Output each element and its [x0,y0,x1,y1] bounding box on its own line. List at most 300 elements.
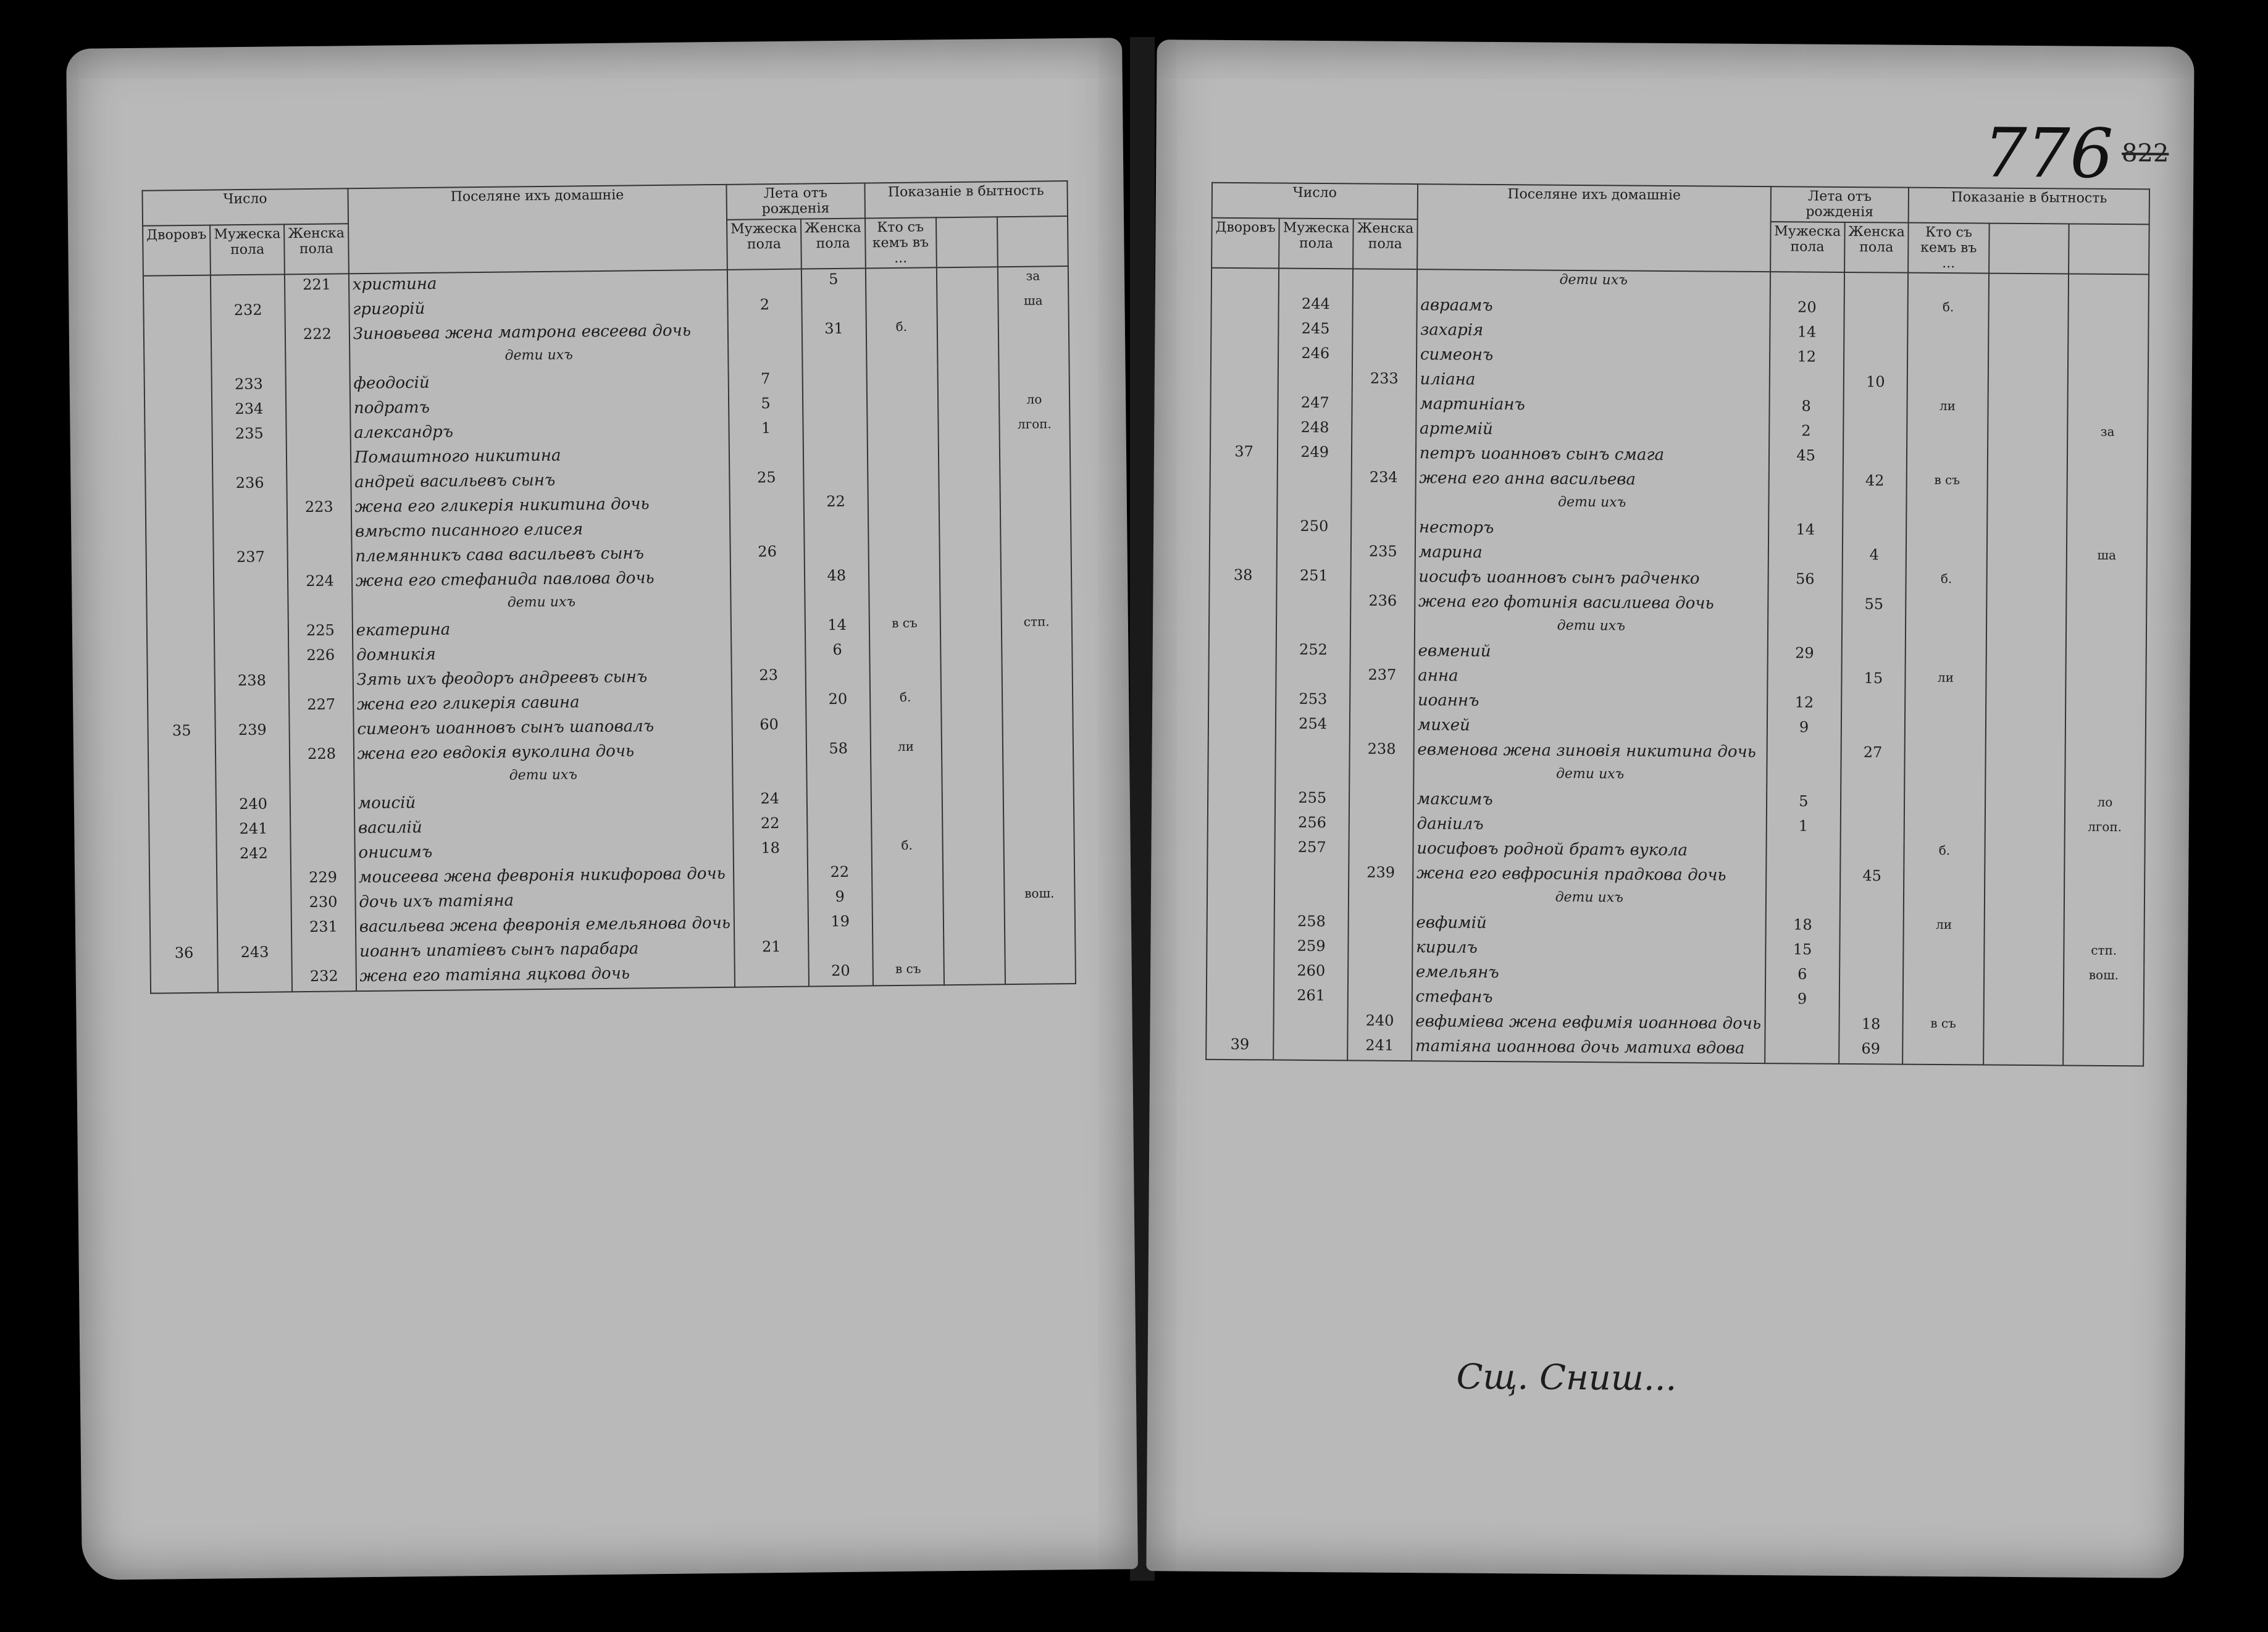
female-age-cell [1839,989,1903,1015]
note1-cell [1904,866,1985,892]
female-no-cell: 240 [1348,1011,1412,1036]
female-no-cell [1349,887,1413,913]
male-age-cell: 2 [727,295,801,320]
note1-cell [869,639,940,664]
female-no-cell [288,546,352,572]
note2-cell [1986,595,2066,621]
note2-cell [1987,472,2067,497]
note3-cell [2065,695,2146,720]
male-age-cell: 12 [1767,693,1841,718]
note2-cell [939,515,1001,540]
note3-cell [1004,860,1075,885]
note1-cell [1907,422,1988,447]
name-cell: дети ихъ [354,764,733,793]
male-no-cell: 240 [216,794,290,819]
female-age-cell [807,837,871,863]
census-table-right [1205,182,2150,1067]
note3-cell [2067,398,2148,424]
note3-cell [1005,934,1076,959]
female-no-cell: 227 [289,695,353,720]
note2-cell [1987,521,2067,546]
header-p3-right [2069,224,2149,275]
dvor-cell [146,572,214,598]
note1-cell [1905,743,1986,768]
male-age-cell: 7 [729,369,803,394]
note1-cell: в съ [872,960,944,986]
female-no-cell: 226 [288,645,353,671]
female-age-cell [1839,890,1904,916]
male-no-cell [1274,887,1349,912]
name-cell: захарія [1416,320,1770,347]
female-age-cell [1841,643,1906,669]
header-p2-right [1989,223,2069,274]
dvor-cell [1207,985,1274,1010]
female-no-cell: 225 [288,621,353,646]
female-no-cell: 229 [291,868,355,893]
note2-cell [944,935,1005,960]
male-no-cell [214,572,288,597]
name-cell: евмений [1414,641,1767,668]
note1-cell [871,861,942,887]
male-age-cell: 8 [1769,396,1843,422]
male-age-cell: 5 [1767,792,1841,817]
note1-cell: ли [1907,397,1988,422]
male-no-cell: 252 [1276,640,1350,665]
male-no-cell [1278,368,1352,393]
female-age-cell: 18 [1839,1014,1903,1039]
note1-cell [1903,940,1984,966]
note2-cell [936,267,998,293]
name-cell: иоаннъ [1414,690,1767,718]
female-age-cell [803,393,867,418]
note3-cell [2063,1040,2144,1066]
male-age-cell: 14 [1770,322,1844,348]
male-no-cell [216,769,290,795]
name-cell: иосифъ иоанновъ сынъ радченко [1415,567,1768,594]
dvor-cell [1208,738,1276,763]
female-age-cell [804,516,868,542]
note1-cell [868,565,939,590]
male-age-cell [1768,545,1842,570]
female-age-cell [1844,272,1908,298]
female-age-cell [801,294,866,319]
header-zhen-age: Женска пола [801,218,865,269]
note1-cell [868,516,939,541]
male-no-cell: 242 [217,843,291,869]
male-age-cell: 1 [729,418,803,443]
male-age-cell [1767,742,1841,768]
female-age-cell [807,788,871,813]
female-age-cell [1842,619,1906,644]
male-age-cell: 9 [1767,718,1841,743]
note2-cell [938,441,1000,466]
male-no-cell: 234 [212,399,286,424]
note1-cell [1907,323,1988,348]
dvor-cell [145,449,213,474]
female-age-cell [803,442,868,467]
note2-cell [1985,743,2065,769]
dvor-cell [1211,268,1279,294]
male-age-cell [729,443,803,468]
dvor-cell [1206,1010,1274,1035]
male-no-cell [214,596,288,622]
note2-cell [1985,842,2064,868]
dvor-cell [1207,886,1275,911]
female-no-cell [1350,640,1415,666]
note3-cell: вош. [1004,884,1075,910]
female-age-cell [1844,347,1908,372]
dvor-cell [1207,911,1275,936]
male-age-cell: 14 [1768,520,1843,545]
note1-cell [871,812,942,837]
dvor-cell [144,375,212,400]
female-age-cell [1840,816,1904,842]
male-no-cell: 254 [1276,714,1350,739]
male-no-cell [1274,862,1349,887]
note1-cell [1906,595,1986,620]
name-cell: Зиновьева жена матрона евсеева дочь [349,320,729,348]
note1-cell: б. [1906,570,1987,595]
dvor-cell [143,301,211,326]
note1-cell [1906,644,1986,669]
name-cell: иосифовъ родной братъ вукола [1413,839,1766,866]
note3-cell [1005,909,1076,934]
note2-cell [942,811,1004,837]
name-cell: дети ихъ [1413,888,1766,915]
note2-cell [939,466,1000,491]
female-age-cell: 5 [801,269,866,295]
note3-cell [2065,744,2146,769]
male-age-cell: 29 [1767,643,1841,669]
female-age-cell: 27 [1841,742,1905,768]
male-age-cell [731,640,805,666]
note3-cell [1001,588,1072,614]
female-no-cell [286,398,350,424]
female-age-cell [806,714,870,739]
female-no-cell [1350,690,1414,715]
female-no-cell [1351,517,1415,542]
note2-cell [1986,645,2065,670]
female-no-cell [1351,566,1415,592]
male-age-cell [1766,841,1840,866]
dvor-cell [145,474,213,499]
right-page [1146,40,2194,1578]
note1-cell [871,787,942,813]
note3-cell [1000,465,1071,490]
note1-cell: б. [871,837,942,862]
female-age-cell: 6 [805,640,869,665]
note3-cell [1002,687,1073,712]
female-no-cell [285,299,349,325]
male-no-cell: 246 [1278,343,1352,369]
female-no-cell [290,793,354,819]
female-age-cell [1841,792,1905,817]
note2-cell [940,638,1002,664]
note2-cell [1986,669,2065,695]
female-no-cell [1352,443,1416,468]
female-no-cell [1353,269,1417,295]
female-no-cell: 232 [292,966,356,992]
female-age-cell [805,590,869,616]
dvor-cell [149,844,217,869]
female-age-cell [1839,965,1904,990]
female-age-cell [808,936,872,961]
note2-cell [1986,571,2066,596]
note3-cell [2065,719,2146,745]
note3-cell: за [998,267,1069,293]
male-age-cell [1770,272,1844,298]
dvor-cell [148,770,216,795]
header-zhen: Женска пола [284,224,348,275]
note3-cell [1003,810,1074,835]
note2-cell [940,614,1002,639]
male-no-cell: 245 [1278,319,1352,344]
header-chislo: Число [142,188,348,225]
note3-cell [1005,958,1076,984]
note1-cell: б. [870,688,941,714]
male-no-cell [211,275,285,301]
dvor-cell [151,968,219,994]
female-no-cell [290,769,354,794]
name-cell: дети ихъ [1417,270,1770,298]
female-no-cell: 223 [287,497,351,522]
female-no-cell [1352,319,1416,345]
dvor-cell [1208,688,1276,714]
note1-cell [1908,273,1989,299]
dvor-cell [1209,639,1277,664]
male-no-cell: 232 [211,300,285,325]
note3-cell [2065,769,2146,794]
female-age-cell: 15 [1841,668,1906,693]
male-no-cell: 257 [1275,837,1349,863]
dvor-cell [1211,293,1279,319]
note3-cell [1000,490,1071,515]
male-no-cell: 250 [1277,516,1351,542]
female-age-cell [1839,915,1904,940]
male-age-cell [1767,767,1841,792]
female-no-cell: 230 [291,892,356,918]
female-no-cell: 234 [1352,467,1416,493]
female-no-cell [1348,986,1412,1011]
male-age-cell: 60 [732,714,806,740]
name-cell: васильева жена февронія емельянова дочь [356,913,735,941]
dvor-cell [144,325,212,351]
female-no-cell: 224 [288,571,352,596]
name-cell: жена его стефанида павлова дочь [352,567,731,595]
name-cell: жена его гликерія никитина дочь [351,493,730,521]
male-age-cell: 18 [1765,915,1839,940]
note2-cell [941,688,1003,713]
male-age-cell [735,961,809,987]
header-poselyane-right: Поселяне ихъ домашніе [1417,184,1771,272]
male-no-cell [1276,739,1350,764]
name-cell: христина [349,270,728,299]
female-age-cell [1843,495,1907,521]
note3-cell [2066,596,2147,621]
note2-cell [1986,620,2066,645]
note1-cell [1904,817,1985,842]
male-no-cell: 255 [1275,788,1349,813]
note3-cell: ша [2066,546,2147,572]
note1-cell [866,293,937,319]
note3-cell [1002,711,1073,737]
name-cell: симеонъ иоанновъ сынъ шаповалъ [353,715,732,743]
dvor-cell [1209,614,1277,640]
male-no-cell [216,745,290,770]
name-cell: авраамъ [1416,295,1770,322]
female-age-cell: 69 [1839,1039,1903,1065]
male-no-cell: 247 [1278,393,1352,418]
name-cell: петръ иоанновъ сынъ смага [1416,443,1769,471]
dvor-cell [1209,590,1277,615]
male-age-cell: 20 [1770,298,1844,323]
male-no-cell: 241 [216,819,290,844]
male-no-cell [1273,1035,1347,1061]
note2-cell [1984,892,2064,917]
female-age-cell: 45 [1840,866,1904,891]
name-cell: стефанъ [1412,987,1765,1014]
dvor-cell [1207,861,1275,887]
note3-cell: стп. [1001,613,1072,638]
note3-cell [998,366,1069,391]
name-cell: иоаннъ ипатіевъ сынъ парабара [356,937,735,966]
note2-cell [942,836,1004,861]
note3-cell [1000,514,1071,540]
note2-cell [1985,867,2064,892]
note1-cell: б. [866,318,937,343]
female-no-cell [1350,616,1415,641]
header-pokazanie: Показаніе в бытность [864,181,1068,218]
note3-cell [2063,1016,2144,1041]
female-no-cell [1351,492,1415,517]
note2-cell [1983,1015,2063,1040]
male-age-cell [728,344,802,369]
note3-cell [2064,892,2145,918]
dvor-cell [143,275,211,301]
name-cell: подратъ [350,394,729,422]
female-no-cell [288,596,353,621]
name-cell: даніилъ [1413,814,1766,841]
note3-cell [1000,539,1071,564]
note1-cell [872,886,943,911]
name-cell: несторъ [1415,517,1768,545]
note2-cell [1988,274,2068,299]
note3-cell [1003,736,1074,761]
male-no-cell: 251 [1277,566,1351,591]
name-cell: анна [1414,666,1767,693]
note2-cell [1983,990,2063,1016]
folio-old-number: 822 [2121,139,2169,168]
female-age-cell: 48 [805,566,869,591]
note2-cell [1988,324,2068,349]
note2-cell [1984,916,2064,942]
female-age-cell: 22 [808,862,872,887]
dvor-cell [148,745,216,771]
note3-cell [1003,761,1074,786]
male-no-cell [213,498,287,523]
name-cell: дети ихъ [1415,493,1768,520]
male-age-cell: 6 [1765,965,1839,990]
dvor-cell [1210,540,1278,566]
female-age-cell: 19 [808,911,872,937]
male-age-cell [1768,594,1842,619]
female-no-cell: 221 [285,274,349,300]
note1-cell: б. [1908,298,1989,324]
dvor-cell [144,400,212,425]
male-age-cell [730,517,804,542]
name-cell: александръ [350,419,729,447]
male-age-cell: 5 [729,393,803,419]
female-age-cell [1844,322,1908,348]
note1-cell [1907,372,1988,398]
female-age-cell: 22 [804,492,868,517]
male-age-cell [731,616,805,641]
note1-cell [866,392,937,417]
female-no-cell [289,670,353,695]
female-age-cell [1844,298,1908,323]
dvor-cell [146,548,214,573]
male-age-cell: 15 [1765,940,1839,965]
note3-cell [2068,324,2149,349]
note2-cell [937,317,998,343]
dvor-cell [1211,318,1279,343]
dvor-cell [146,498,214,524]
note3-cell [2068,299,2149,325]
name-cell: екатерина [353,616,732,645]
note2-cell [1987,447,2067,472]
female-no-cell: 231 [291,917,356,942]
male-age-cell [732,764,806,789]
name-cell: Помаштного никитина [351,443,730,472]
female-no-cell [1349,912,1413,937]
male-age-cell: 26 [730,542,804,567]
note3-cell [2065,645,2146,671]
note3-cell: лгоп. [2064,818,2145,843]
dvor-cell [1210,466,1278,492]
male-no-cell: 243 [217,942,291,968]
header-chislo-right: Число [1212,183,1418,219]
header-poselyane: Поселяне ихъ домашніе [348,185,727,274]
name-cell: племянникъ сава васильевъ сынъ [351,542,730,571]
name-cell: дети ихъ [352,592,731,620]
note1-cell: ли [870,738,941,763]
note2-cell [1984,941,2064,966]
dvor-cell [1211,367,1279,393]
female-no-cell: 233 [1352,369,1416,394]
male-age-cell [734,912,808,937]
male-age-cell: 23 [732,665,806,690]
male-no-cell [1275,763,1349,789]
female-age-cell: 55 [1842,594,1906,619]
note1-cell [1907,496,1988,521]
female-no-cell [291,843,355,868]
female-age-cell [803,417,867,443]
female-no-cell [290,818,354,843]
dvor-cell [1207,960,1274,985]
name-cell: дети ихъ [1415,616,1768,643]
male-age-cell [1768,495,1843,521]
female-age-cell: 4 [1842,545,1906,570]
dvor-cell [149,795,217,820]
female-no-cell [290,719,354,745]
male-no-cell [214,621,288,647]
dvor-cell [150,918,218,944]
female-no-cell [287,448,351,473]
dvor-cell [146,523,214,548]
female-no-cell [1348,937,1412,962]
header-leta: Лета отъ рожденія [726,183,864,219]
name-cell: вмѣсто писанного елисея [351,517,730,546]
